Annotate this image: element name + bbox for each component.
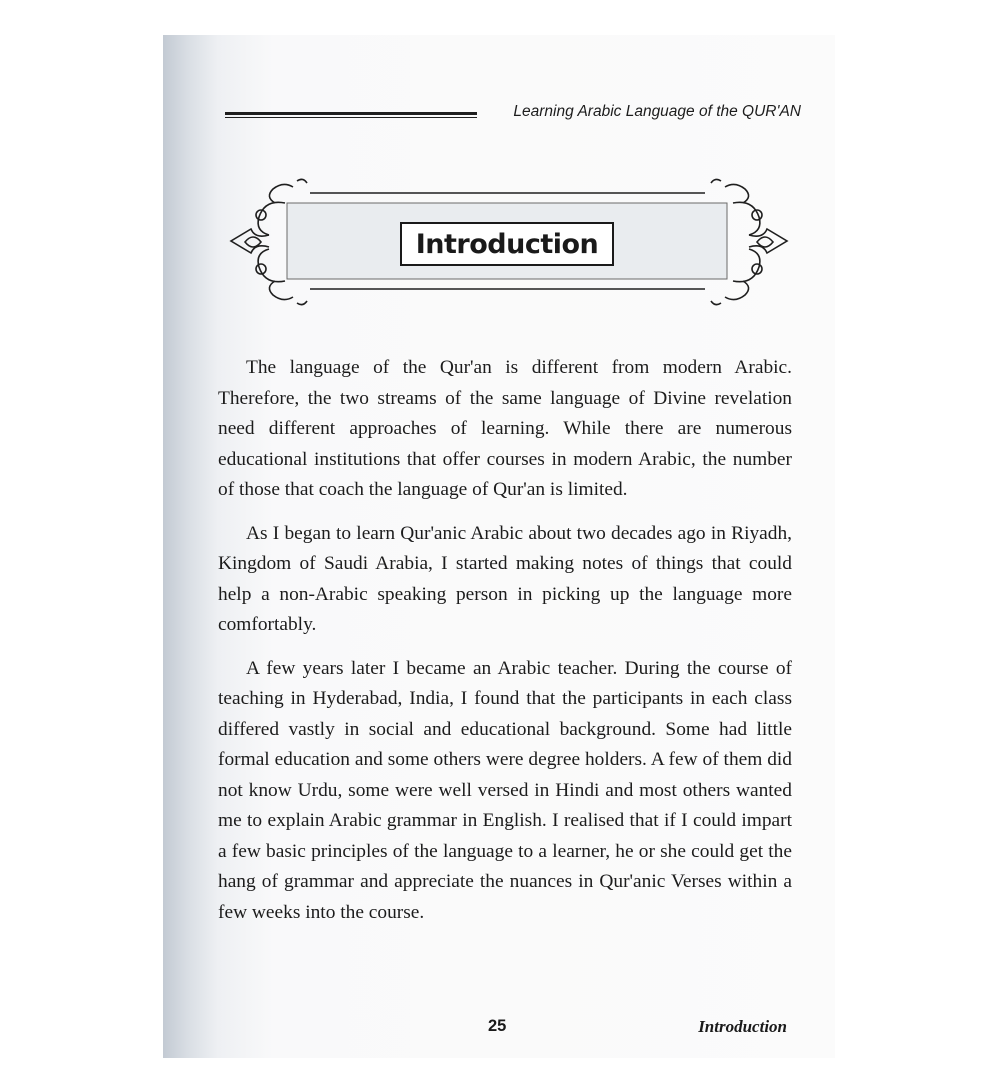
- paragraph: As I began to learn Qur'anic Arabic about two decades ago in Riyadh, Kingdom of Saudi Arabia, I started making notes of things that could help a non-Arabic speaking person in picking up the language more comfortably.: [218, 522, 792, 635]
- book-page: [163, 35, 835, 1058]
- chapter-title: Introduction: [415, 228, 599, 260]
- running-header: [225, 103, 801, 127]
- chapter-title-box: [400, 222, 614, 266]
- chapter-banner: [215, 173, 803, 313]
- footer-section-title: Introduction: [698, 1017, 787, 1036]
- running-title: Learning Arabic Language of the QUR'AN: [513, 103, 801, 120]
- body-text: [218, 353, 792, 941]
- header-rule: [225, 112, 477, 118]
- paragraph: The language of the Qur'an is different from modern Arabic. Therefore, the two streams of the same language of Divine revelation need different approaches of learning. While there are numerous educational institutions that offer courses in modern Arabic, the number of those that coach the language of Qur'an is limited.: [218, 357, 792, 500]
- paragraph: A few years later I became an Arabic teacher. During the course of teaching in Hyderabad, India, I found that the participants in each class differed vastly in social and educational background. Some had little formal education and some others were degree holders. A few of them did not know Urdu, some were well versed in Hindi and most others wanted me to explain Arabic grammar in English. I realised that if I could impart a few basic principles of the language to a learner, he or she could get the hang of grammar and appreciate the nuances in Qur'anic Verses within a few weeks into the course.: [218, 657, 792, 923]
- page-number: 25: [488, 1017, 507, 1035]
